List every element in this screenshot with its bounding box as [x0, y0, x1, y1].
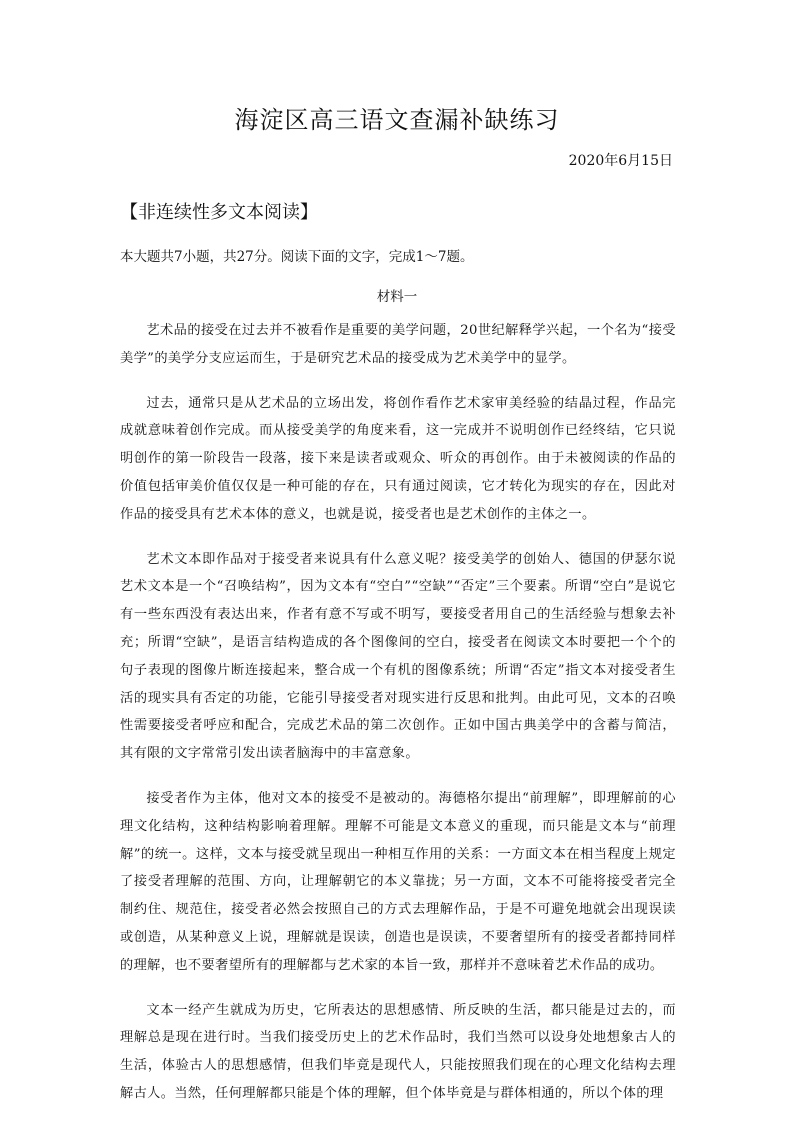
- passage-body: [120, 317, 676, 1125]
- document-title: 海淀区高三语文查漏补缺练习: [234, 106, 560, 134]
- material-heading: 材料一: [376, 289, 418, 305]
- paragraph-1: 艺术品的接受在过去并不被看作是重要的美学问题，20世纪解释学兴起，一个名为“接受美学”的美学分支应运而生，于是研究艺术品的接受成为艺术美学中的显学。: [120, 323, 676, 366]
- paragraph-2: 过去，通常只是从艺术品的立场出发，将创作看作艺术家审美经验的结晶过程，作品完成就意味着创作完成。而从接受美学的角度来看，这一完成并不说明创作已经终结，它只说明创作的第一阶段告一段落，接下来是读者或观众、听众的再创作。由于未被阅读的作品的价值包括审美价值仅仅是一种可能的存在，只有通过阅读，它才转化为现实的存在，因此对作品的接受具有艺术本体的意义，也就是说，接受者也是艺术创作的主体之一。: [120, 395, 676, 522]
- paragraph-4: 接受者作为主体，他对文本的接受不是被动的。海德格尔提出“前理解”，即理解前的心理文化结构，这种结构影响着理解。理解不可能是文本意义的重现，而只能是文本与“前理解”的统一。这样，文本与接受就呈现出一种相互作用的关系：一方面文本在相当程度上规定了接受者理解的范围、方向，让理解朝它的本义靠拢；另一方面，文本不可能将接受者完全制约住、规范住，接受者必然会按照自己的方式去理解作品，于是不可避免地就会出现误读或创造，从某种意义上说，理解就是误读，创造也是误读，不要奢望所有的接受者都持同样的理解，也不要奢望所有的理解都与艺术家的本旨一致，那样并不意味着艺术作品的成功。: [120, 790, 676, 973]
- document-date: 2020年6月15日: [568, 153, 673, 169]
- instructions: 本大题共7小题，共27分。阅读下面的文字，完成1～7题。: [120, 249, 474, 265]
- paragraph-5: 文本一经产生就成为历史，它所表达的思想感情、所反映的生活，都只能是过去的，而理解总是现在进行时。当我们接受历史上的艺术作品时，我们当然可以设身处地想象古人的生活，体验古人的思想感情，但我们毕竟是现代人，只能按照我们现在的心理文化结构去理解古人。当然，任何理解都只能是个体的理解，但个体毕竟是与群体相通的，所以个体的理: [120, 1002, 676, 1101]
- section-heading: 【非连续性多文本阅读】: [120, 202, 318, 223]
- paragraph-3: 艺术文本即作品对于接受者来说具有什么意义呢？接受美学的创始人、德国的伊瑟尔说艺术文本是一个“召唤结构”，因为文本有“空白”“空缺”“否定”三个要素。所谓“空白”是说它有一些东西没有表达出来，作者有意不写或不明写，要接受者用自己的生活经验与想象去补充；所谓“空缺”，是语言结构造成的各个图像间的空白，接受者在阅读文本时要把一个个的句子表现的图像片断连接起来，整合成一个有机的图像系统；所谓“否定”指文本对接受者生活的现实具有否定的功能，它能引导接受者对现实进行反思和批判。由此可见，文本的召唤性需要接受者呼应和配合，完成艺术品的第二次创作。正如中国古典美学中的含蓄与简洁，其有限的文字常常引发出读者脑海中的丰富意象。: [120, 551, 676, 762]
